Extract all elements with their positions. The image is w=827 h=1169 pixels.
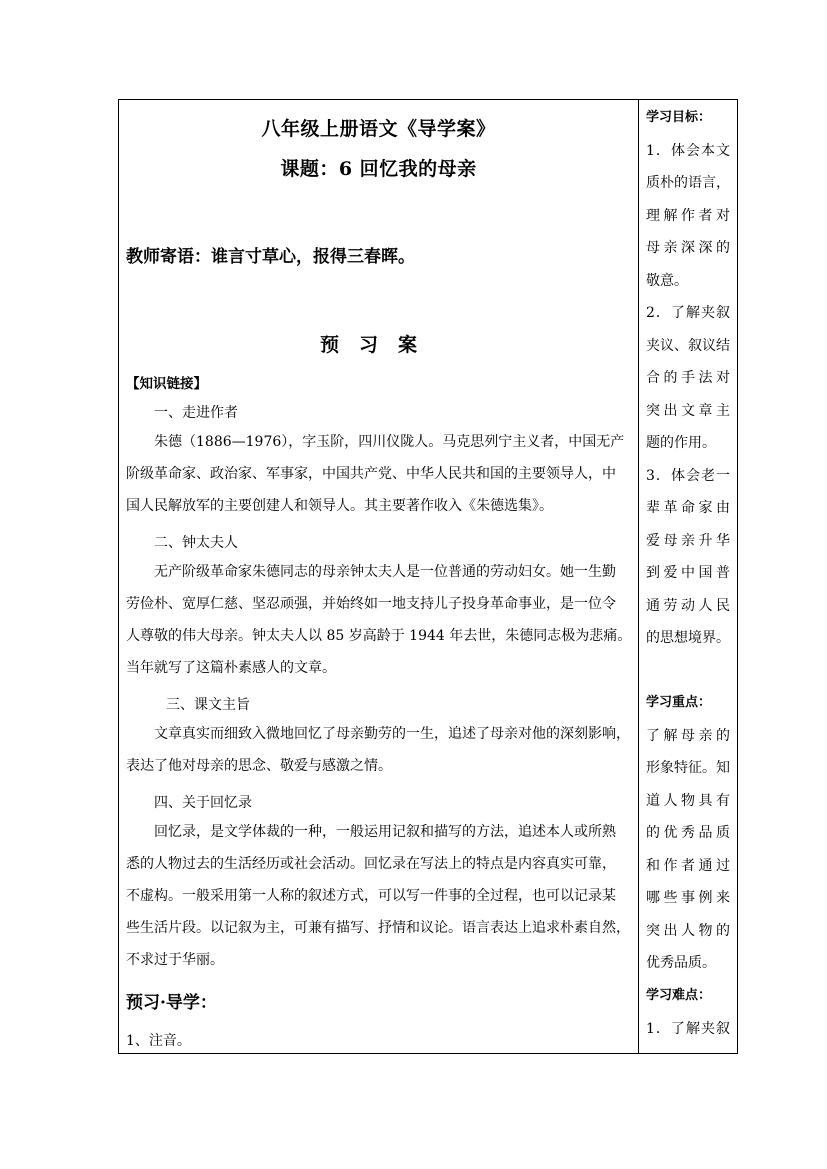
- goal-line: 爱母亲升华: [646, 532, 730, 549]
- goal-line: 1．体会本文: [646, 142, 730, 159]
- lesson-table: [118, 99, 738, 1054]
- focus-line: 形象特征。知: [646, 760, 730, 776]
- text-line: 些生活片段。以记叙为主，可兼有描写、抒情和议论。语言表达上追求朴素自然，: [126, 920, 630, 936]
- preview-heading: 预习案: [319, 334, 437, 356]
- goal-line: 题的作用。: [646, 435, 716, 451]
- learning-focus: [646, 687, 730, 980]
- text-line: 悉的人物过去的生活经历或社会活动。回忆录在写法上的特点是内容真实可靠，: [126, 856, 616, 872]
- teacher-motto: 教师寄语：谁言寸草心，报得三春晖。: [126, 247, 415, 267]
- text-line: 表达了他对母亲的思念、敬爱与感激之情。: [126, 758, 392, 774]
- learning-difficulty: [646, 980, 730, 1045]
- goal-line: 3．体会老一: [646, 467, 730, 484]
- focus-line: 哪些事例来: [646, 890, 730, 906]
- section-heading-memoir: 四、关于回忆录: [154, 795, 252, 811]
- text-line: 回忆录，是文学体裁的一种，一般运用记叙和描写的方法，追述本人或所熟: [154, 824, 616, 840]
- goal-line: 2．了解夹叙: [646, 305, 730, 321]
- text-line: 劳俭朴、宽厚仁慈、坚忍顽强，并始终如一地支持儿子投身革命事业，是一位令: [126, 596, 616, 612]
- goal-line: 辈革命家由: [646, 500, 730, 516]
- main-column: [119, 100, 639, 1053]
- goal-line: 到爱中国普: [646, 565, 730, 581]
- preview-guide-heading: 预习·导学：: [126, 993, 217, 1013]
- focus-line: 道人物具有: [646, 792, 730, 809]
- goal-line: 质朴的语言，: [646, 175, 730, 191]
- goal-line: 敬意。: [646, 272, 688, 289]
- section-heading-mother: 二、钟太夫人: [154, 535, 238, 551]
- side-column: [638, 100, 737, 1053]
- text-line: 当年就写了这篇朴素感人的文章。: [126, 660, 336, 676]
- focus-line: 的优秀品质: [646, 825, 730, 841]
- text-line: 朱德（1886—1976），字玉阶，四川仪陇人。马克思列宁主义者，中国无产: [154, 434, 625, 450]
- section-text-theme: [126, 718, 634, 782]
- document-title: 八年级上册语文《导学案》: [261, 118, 496, 140]
- text-line: 不虚构。一般采用第一人称的叙述方式，可以写一件事的全过程，也可以记录某: [126, 888, 616, 904]
- difficulty-line: 1．了解夹叙: [646, 1020, 730, 1037]
- text-line: 阶级革命家、政治家、军事家，中国共产党、中华人民共和国的主要领导人，中: [126, 466, 616, 482]
- section-text-memoir: [126, 816, 634, 976]
- text-line: 无产阶级革命家朱德同志的母亲钟太夫人是一位普通的劳动妇女。她一生勤: [154, 564, 616, 580]
- focus-line: 突出人物的: [646, 922, 730, 939]
- learning-goals: [646, 102, 730, 655]
- text-line: 人尊敬的伟大母亲。钟太夫人以 85 岁高龄于 1944 年去世，朱德同志极为悲痛。: [126, 628, 632, 644]
- learning-goals-label: 学习目标：: [646, 110, 712, 125]
- section-text-author: [126, 426, 634, 522]
- text-line: 国人民解放军的主要创建人和领导人。其主要著作收入《朱德选集》。: [126, 498, 553, 514]
- goal-line: 母亲深深的: [646, 240, 730, 256]
- section-heading-author: 一、走进作者: [154, 405, 238, 421]
- phonetic-task: 1、注音。: [126, 1033, 191, 1049]
- focus-line: 和作者通过: [646, 857, 730, 874]
- goal-line: 的思想境界。: [646, 630, 730, 646]
- learning-focus-label: 学习重点：: [646, 695, 712, 710]
- text-line: 文章真实而细致入微地回忆了母亲勤劳的一生，追述了母亲对他的深刻影响，: [154, 726, 630, 742]
- goal-line: 合的手法对: [646, 370, 730, 386]
- focus-line: 了解母亲的: [646, 727, 730, 744]
- learning-difficulty-label: 学习难点：: [646, 988, 712, 1003]
- focus-line: 优秀品质。: [646, 955, 716, 971]
- text-line: 不求过于华丽。: [126, 952, 224, 968]
- knowledge-link-heading: 【知识链接】: [126, 376, 207, 392]
- goal-line: 理解作者对: [646, 207, 730, 224]
- section-heading-theme: 三、课文主旨: [166, 697, 250, 713]
- goal-line: 突出文章主: [646, 402, 730, 419]
- goal-line: 夹议、叙议结: [646, 337, 730, 354]
- goal-line: 通劳动人民: [646, 597, 730, 614]
- lesson-title: 课题：6 回忆我的母亲: [280, 158, 477, 180]
- section-text-mother: [126, 556, 634, 684]
